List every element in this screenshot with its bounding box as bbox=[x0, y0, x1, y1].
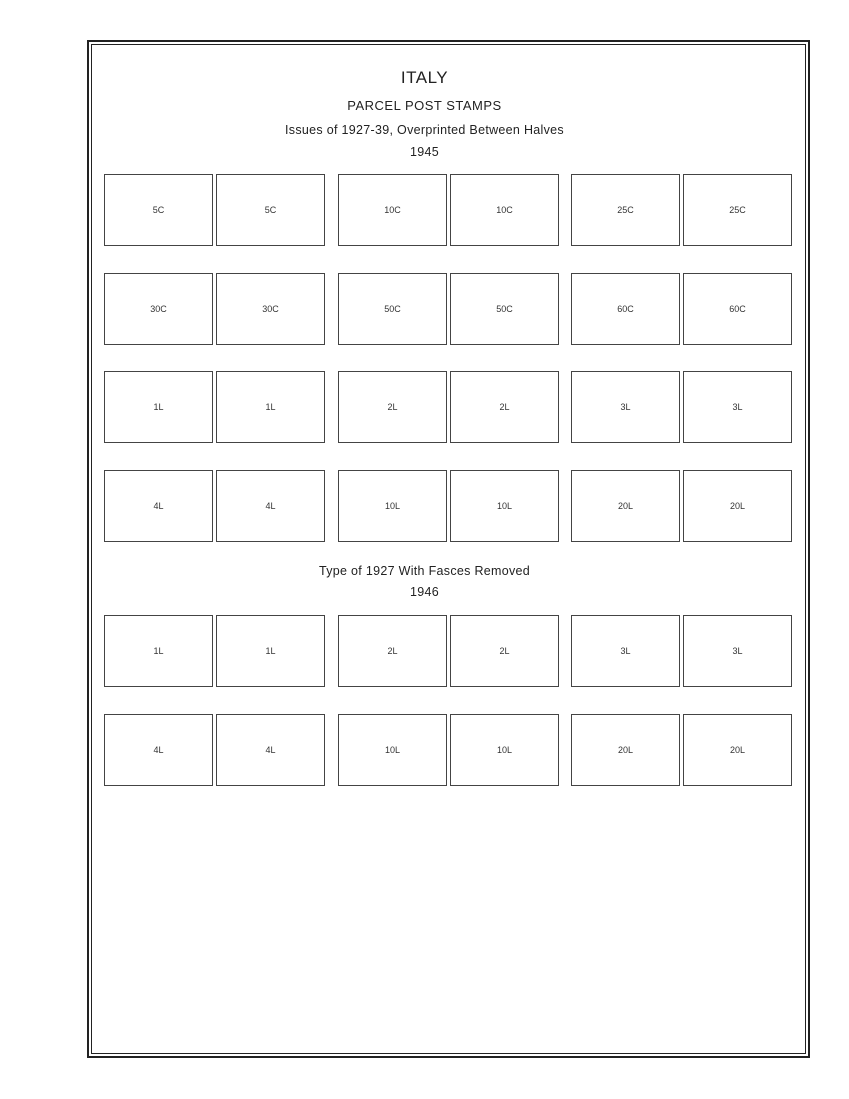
stamp-box: 10L bbox=[338, 714, 447, 786]
stamp-box: 30C bbox=[104, 273, 213, 345]
stamp-box: 20L bbox=[571, 470, 680, 542]
stamp-box: 50C bbox=[450, 273, 559, 345]
stamp-box: 4L bbox=[104, 714, 213, 786]
stamp-box: 5C bbox=[216, 174, 325, 246]
stamp-box: 3L bbox=[683, 615, 792, 687]
stamp-box: 20L bbox=[571, 714, 680, 786]
country-title: ITALY bbox=[400, 68, 449, 87]
stamp-box: 1L bbox=[104, 615, 213, 687]
stamp-box: 60C bbox=[571, 273, 680, 345]
issue-year: 1945 bbox=[409, 145, 439, 159]
stamp-box: 1L bbox=[216, 371, 325, 443]
stamp-box: 3L bbox=[571, 371, 680, 443]
stamp-box: 60C bbox=[683, 273, 792, 345]
stamp-box: 25C bbox=[683, 174, 792, 246]
stamp-box: 10L bbox=[338, 470, 447, 542]
stamp-box: 30C bbox=[216, 273, 325, 345]
stamp-box: 4L bbox=[216, 714, 325, 786]
stamp-box: 20L bbox=[683, 714, 792, 786]
stamp-box: 10C bbox=[450, 174, 559, 246]
stamp-box: 5C bbox=[104, 174, 213, 246]
stamp-box: 3L bbox=[683, 371, 792, 443]
stamp-box: 2L bbox=[450, 615, 559, 687]
issue-year: 1946 bbox=[409, 585, 439, 599]
stamp-box: 10C bbox=[338, 174, 447, 246]
stamp-box: 3L bbox=[571, 615, 680, 687]
stamp-box: 2L bbox=[338, 615, 447, 687]
stamp-box: 2L bbox=[450, 371, 559, 443]
stamp-box: 2L bbox=[338, 371, 447, 443]
stamp-box: 4L bbox=[216, 470, 325, 542]
stamp-box: 10L bbox=[450, 714, 559, 786]
stamp-box: 10L bbox=[450, 470, 559, 542]
stamp-box: 1L bbox=[104, 371, 213, 443]
stamp-box: 20L bbox=[683, 470, 792, 542]
stamp-box: 1L bbox=[216, 615, 325, 687]
section-title: PARCEL POST STAMPS bbox=[347, 98, 502, 113]
stamp-box: 50C bbox=[338, 273, 447, 345]
stamp-box: 25C bbox=[571, 174, 680, 246]
issue-heading: Issues of 1927-39, Overprinted Between Halves bbox=[285, 123, 564, 137]
stamp-box: 4L bbox=[104, 470, 213, 542]
issue-heading: Type of 1927 With Fasces Removed bbox=[318, 564, 531, 578]
